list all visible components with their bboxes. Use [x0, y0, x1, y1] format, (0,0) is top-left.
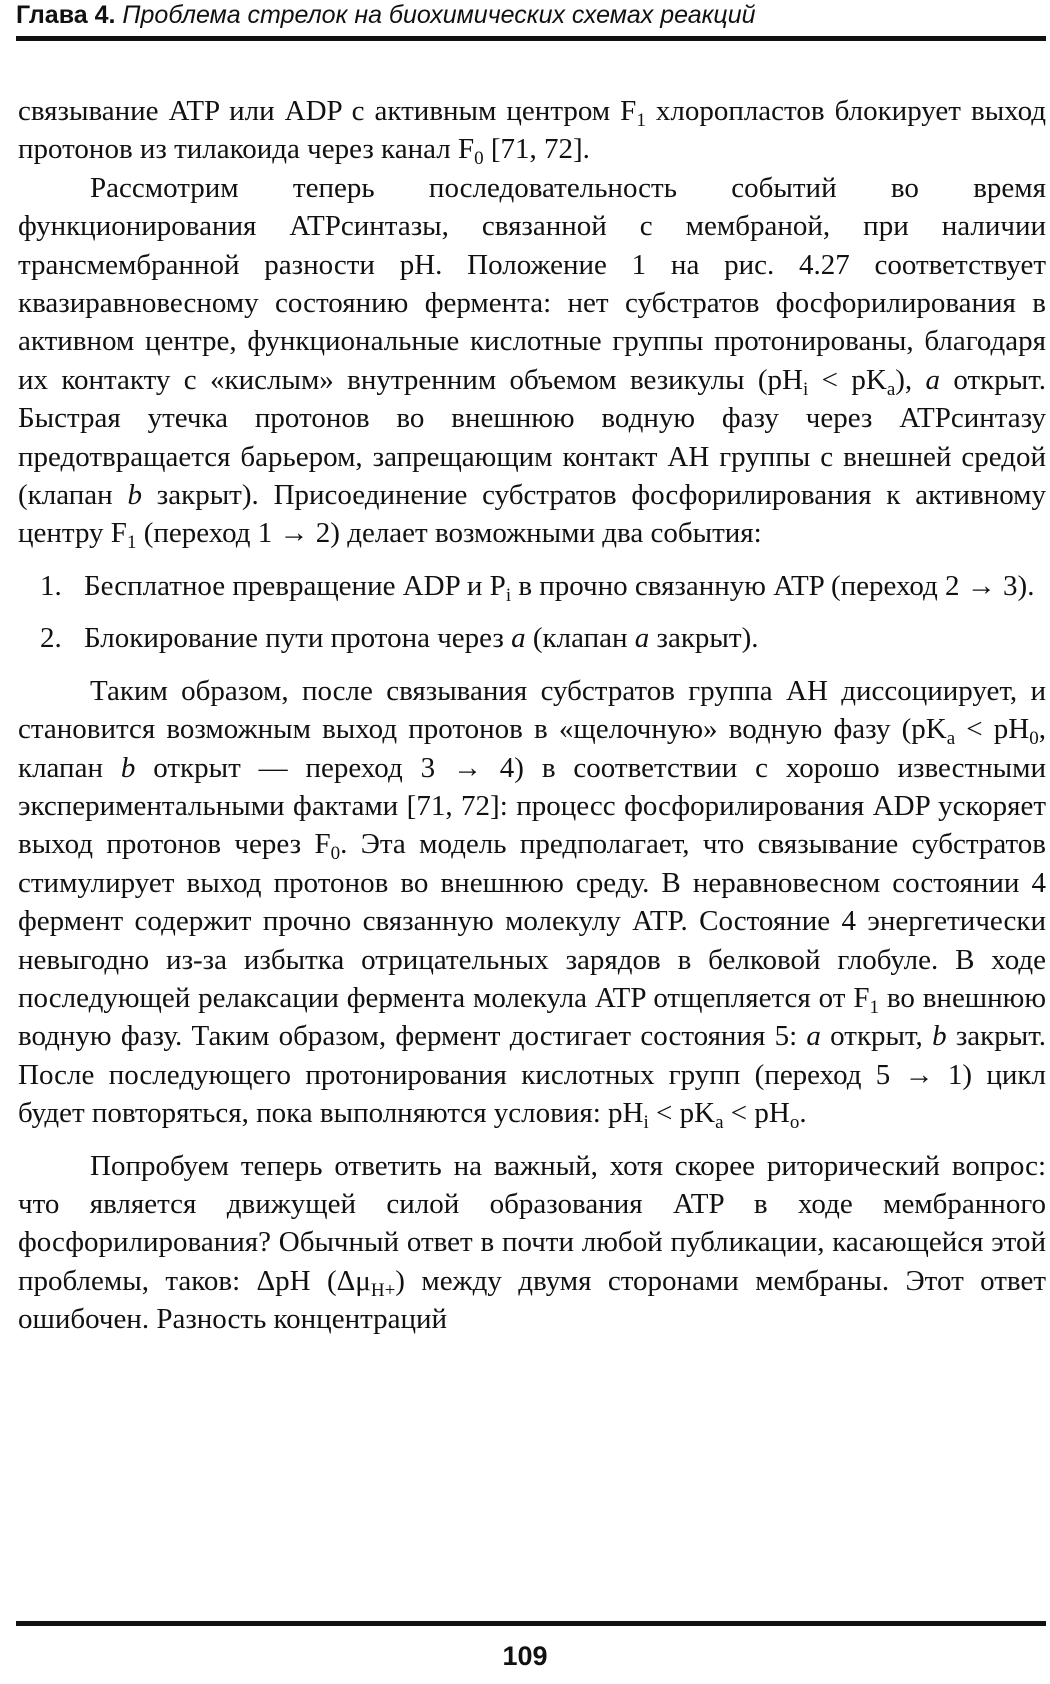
- subscript: 0: [1029, 728, 1039, 750]
- paragraph-3: [18, 672, 1046, 1133]
- subscript: a: [715, 1112, 724, 1134]
- text-run: .: [799, 1097, 807, 1130]
- list-item: [18, 619, 1046, 657]
- italic-symbol: b: [127, 479, 142, 512]
- text-run: Попробуем теперь ответить на важный, хотя скорее риторический вопрос: что является движущей силой образования ATP в ходе мембранного фосфорилирования? Обычный ответ в почти любой публикации, касающейся этой проблемы, таков: ΔpH (Δμ: [18, 1149, 1046, 1297]
- text-run: хлоропластов блокирует выход протонов из тилакоида через канал F: [18, 95, 1046, 166]
- text-run: открыт. Быстрая утечка протонов во внешнюю водную фазу через ATPсинтазу предотвращается барьером, запрещающим контакт AH группы с внешней средой (клапан: [18, 363, 1046, 512]
- text-run: . Эта модель предполагает, что связывание субстратов стимулирует выход протонов во внешнюю среду. В неравновесном состоянии 4 фермент содержит прочно связанную молекулу ATP. Состояние 4 энергетически невыгодно из-за избытка отрицательных зарядов в белковой глобуле. В ходе последующей релаксации фермента молекула ATP отщепляется от F: [18, 828, 1046, 1014]
- text-run: открыт — переход 3 → 4) в соответствии с хорошо известными экспериментальными фактами [71, 72]: процесс фосфорилирования ADP ускоряет выход протонов через F: [18, 751, 1046, 861]
- paragraph-4: [18, 1147, 1046, 1339]
- subscript: 0: [330, 843, 341, 865]
- text-run: открыт,: [820, 1020, 933, 1053]
- italic-symbol: a: [634, 622, 650, 655]
- text-run: Бесплатное превращение ADP и P: [84, 569, 506, 602]
- list-number: 2.: [40, 622, 62, 655]
- text-run: закрыт. После последующего протонирования кислотных групп (переход 5 → 1) цикл будет повторяться, пока выполняются условия: pH: [18, 1020, 1046, 1130]
- text-run: , клапан: [18, 713, 1046, 784]
- text-run: (клапан: [525, 622, 635, 655]
- text-run: закрыт).: [649, 622, 759, 655]
- subscript: 1: [869, 996, 879, 1018]
- spacer: [18, 553, 1046, 567]
- text-run: < pK: [808, 363, 887, 396]
- text-run: Рассмотрим теперь последовательность событий во время функционирования ATPсинтазы, связанной с мембраной, при наличии трансмембранной разности pH. Положение 1 на рис. 4.27 соответствует квазиравновесному состоянию фермента: нет субстратов фосфорилирования в активном центре, функциональные кислотные группы протонированы, благодаря их контакту с «кислым» внутренним объемом везикулы (pH: [18, 171, 1046, 396]
- italic-symbol: a: [511, 622, 526, 655]
- page-body: [18, 92, 1046, 1339]
- text-run: < pH: [955, 713, 1030, 746]
- chapter-label: Глава 4.: [16, 1, 116, 29]
- spacer: [18, 658, 1046, 672]
- footer-rule: [16, 1621, 1046, 1626]
- spacer: [18, 1133, 1046, 1147]
- subscript: 1: [636, 110, 646, 131]
- subscript: H+: [370, 1279, 396, 1301]
- text-run: в прочно связанную ATP (переход 2 → 3).: [511, 569, 1035, 602]
- text-run: связывание ATP или ADP с активным центром F: [18, 95, 637, 127]
- numbered-list: [18, 567, 1046, 658]
- list-item: [18, 567, 1046, 605]
- italic-symbol: b: [932, 1020, 947, 1053]
- chapter-title: Проблема стрелок на биохимических схемах реакций: [122, 1, 756, 29]
- subscript: 1: [126, 532, 137, 554]
- subscript: a: [886, 378, 896, 400]
- text-run: < pH: [723, 1097, 790, 1130]
- text-run: [71, 72].: [483, 133, 590, 166]
- text-run: во внешнюю водную фазу. Таким образом, фермент достигает состояния 5:: [18, 981, 1046, 1053]
- subscript: a: [946, 728, 956, 750]
- subscript: i: [803, 378, 809, 400]
- running-header: [16, 0, 1046, 34]
- subscript: i: [505, 584, 512, 606]
- text-run: закрыт). Присоединение субстратов фосфорилирования к активному центру F: [18, 479, 1046, 550]
- spacer: [18, 605, 1046, 619]
- text-run: Таким образом, после связывания субстратов группа AH диссоциирует, и становится возможным выход протонов в «щелочную» водную фазу (pK: [18, 674, 1046, 746]
- italic-symbol: a: [806, 1020, 821, 1053]
- italic-symbol: b: [120, 751, 136, 784]
- text-run: Блокирование пути протона через: [84, 622, 512, 655]
- list-number: 1.: [40, 569, 62, 602]
- subscript: 0: [474, 148, 484, 170]
- header-rule: [16, 36, 1046, 41]
- text-run: ),: [895, 363, 926, 396]
- subscript: i: [643, 1112, 649, 1134]
- text-run: ) между двумя сторонами мембраны. Этот ответ ошибочен. Разность концентраций: [18, 1264, 1047, 1336]
- text-run: < pK: [648, 1097, 716, 1130]
- paragraph-2: [18, 169, 1046, 553]
- subscript: o: [789, 1112, 800, 1134]
- page-number: 109: [502, 1641, 548, 1671]
- paragraph-1: [18, 92, 1046, 169]
- italic-symbol: a: [925, 363, 941, 396]
- text-run: (переход 1 → 2) делает возможными два события:: [136, 517, 762, 550]
